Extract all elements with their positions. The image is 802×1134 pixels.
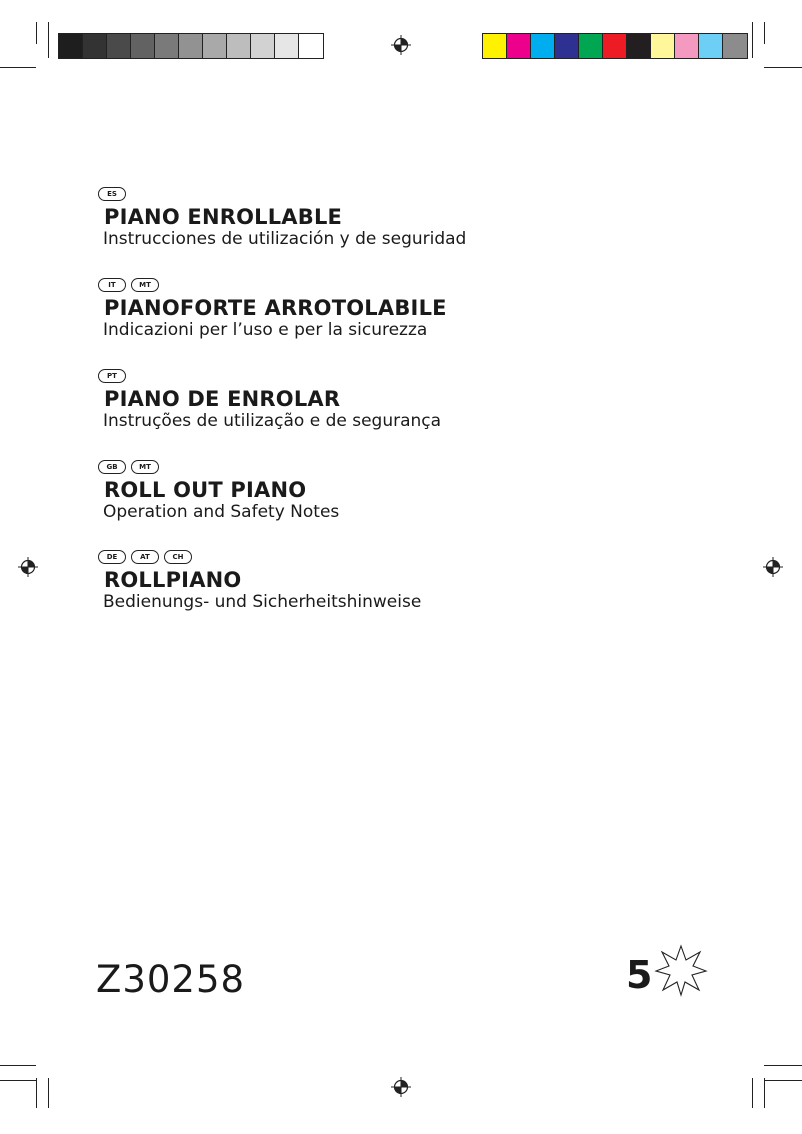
color-swatch xyxy=(275,34,299,58)
product-title: PIANO DE ENROLAR xyxy=(104,387,341,411)
product-title: ROLL OUT PIANO xyxy=(104,478,307,502)
country-badges xyxy=(98,369,441,383)
language-section xyxy=(98,369,441,432)
country-badge: IT xyxy=(98,278,126,292)
color-swatch xyxy=(203,34,227,58)
color-swatch xyxy=(83,34,107,58)
country-badge: MT xyxy=(131,460,159,474)
product-title: ROLLPIANO xyxy=(104,568,242,592)
country-badges xyxy=(98,187,466,201)
color-swatch xyxy=(555,34,579,58)
color-swatch xyxy=(627,34,651,58)
color-swatch xyxy=(483,34,507,58)
document-subtitle: Operation and Safety Notes xyxy=(103,502,340,522)
registration-mark-icon xyxy=(391,35,411,55)
color-swatch xyxy=(603,34,627,58)
country-badge: ES xyxy=(98,187,126,201)
language-section xyxy=(98,460,339,523)
color-swatch xyxy=(155,34,179,58)
country-badges xyxy=(98,550,421,564)
country-badge: MT xyxy=(131,278,159,292)
registration-mark-icon xyxy=(391,1077,411,1097)
country-badge: DE xyxy=(98,550,126,564)
color-swatch xyxy=(107,34,131,58)
registration-mark-icon xyxy=(763,557,783,577)
process-color-bar xyxy=(482,33,748,59)
product-title: PIANO ENROLLABLE xyxy=(104,205,343,229)
country-badge: GB xyxy=(98,460,126,474)
color-swatch xyxy=(699,34,723,58)
document-subtitle: Bedienungs- und Sicherheitshinweise xyxy=(103,592,422,612)
registration-mark-icon xyxy=(18,557,38,577)
color-swatch xyxy=(723,34,747,58)
country-badge: AT xyxy=(131,550,159,564)
burst-star-icon xyxy=(654,943,708,997)
document-subtitle: Indicazioni per l’uso e per la sicurezza xyxy=(103,320,428,340)
country-badge: CH xyxy=(164,550,192,564)
language-section xyxy=(98,550,421,613)
color-swatch xyxy=(227,34,251,58)
color-swatch xyxy=(251,34,275,58)
model-number: Z30258 xyxy=(96,958,246,1001)
language-section xyxy=(98,278,447,341)
country-badges xyxy=(98,278,447,292)
country-badges xyxy=(98,460,339,474)
color-swatch xyxy=(179,34,203,58)
document-subtitle: Instrucciones de utilización y de seguridad xyxy=(103,229,467,249)
page-number: 5 xyxy=(626,953,653,997)
color-swatch xyxy=(131,34,155,58)
country-badge: PT xyxy=(98,369,126,383)
color-swatch xyxy=(579,34,603,58)
document-subtitle: Instruções de utilização e de segurança xyxy=(103,411,442,431)
color-swatch xyxy=(507,34,531,58)
color-swatch xyxy=(531,34,555,58)
color-swatch xyxy=(651,34,675,58)
color-swatch xyxy=(299,34,323,58)
language-section xyxy=(98,187,466,250)
color-swatch xyxy=(59,34,83,58)
product-title: PIANOFORTE ARROTOLABILE xyxy=(104,296,447,320)
grayscale-color-bar xyxy=(58,33,324,59)
color-swatch xyxy=(675,34,699,58)
